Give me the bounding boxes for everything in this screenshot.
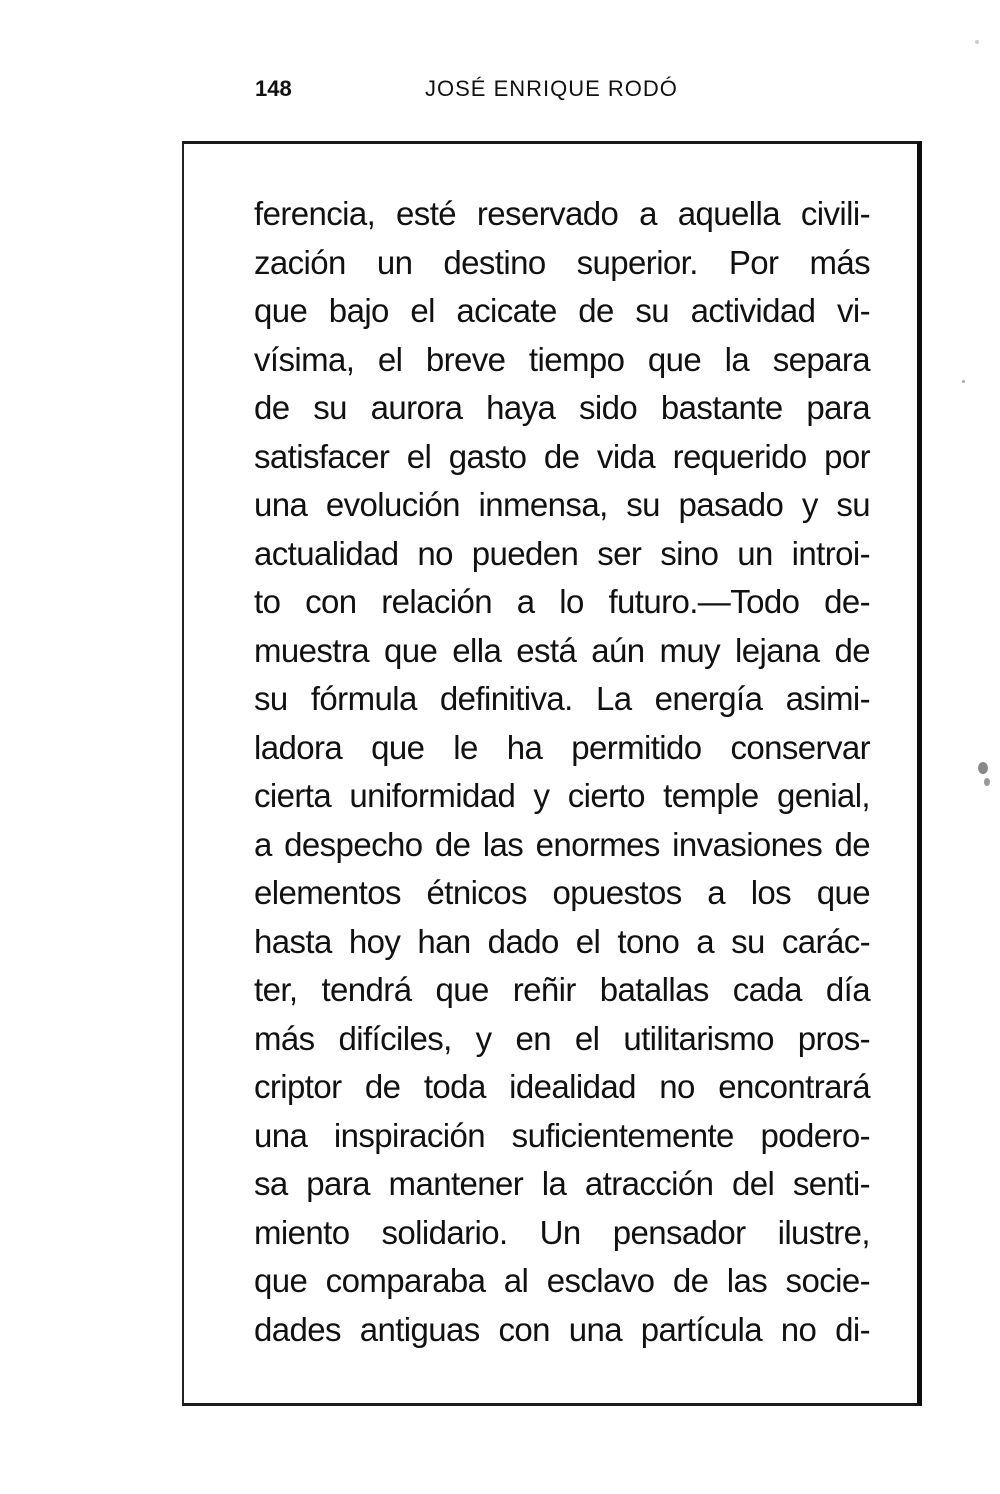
text-line: a despecho de las enormes invasiones de bbox=[254, 825, 870, 863]
text-line: ladora que le ha permitido conservar bbox=[254, 728, 870, 766]
text-line: ferencia, esté reservado a aquella civili- bbox=[254, 195, 870, 232]
text-line: vísima, el breve tiempo que la separa bbox=[254, 340, 870, 378]
scan-speck bbox=[984, 778, 990, 786]
scan-speck bbox=[975, 40, 979, 44]
text-line: actualidad no pueden ser sino un introi- bbox=[254, 534, 870, 572]
text-line: una evolución inmensa, su pasado y su bbox=[254, 486, 870, 523]
text-line: hasta hoy han dado el tono a su carác- bbox=[254, 922, 870, 960]
text-line: satisfacer el gasto de vida requerido por bbox=[254, 437, 870, 475]
text-line: que bajo el acicate de su actividad vi- bbox=[254, 292, 870, 329]
text-line: que comparaba al esclavo de las socie- bbox=[254, 1262, 870, 1299]
text-line: miento solidario. Un pensador ilustre, bbox=[254, 1213, 870, 1251]
text-line: cierta uniformidad y cierto temple genial, bbox=[254, 777, 870, 814]
scan-speck bbox=[962, 380, 965, 383]
text-line: ter, tendrá que reñir batallas cada día bbox=[254, 971, 870, 1008]
text-line: zación un destino superior. Por más bbox=[254, 243, 870, 281]
text-line: muestra que ella está aún muy lejana de bbox=[254, 631, 870, 669]
body-text bbox=[254, 190, 870, 1354]
running-head: JOSÉ ENRIQUE RODÓ bbox=[425, 76, 678, 101]
text-line: to con relación a lo futuro.—Todo de- bbox=[254, 583, 870, 620]
scan-speck bbox=[978, 762, 988, 774]
text-line: elementos étnicos opuestos a los que bbox=[254, 874, 870, 911]
text-line: más difíciles, y en el utilitarismo pros- bbox=[254, 1019, 870, 1057]
text-line: su fórmula definitiva. La energía asimi- bbox=[254, 680, 870, 717]
text-line: una inspiración suficientemente podero- bbox=[254, 1116, 870, 1154]
text-line: dades antiguas con una partícula no di- bbox=[254, 1310, 870, 1348]
page-number: 148 bbox=[255, 76, 292, 101]
text-line: sa para mantener la atracción del senti- bbox=[254, 1165, 870, 1202]
text-line: de su aurora haya sido bastante para bbox=[254, 389, 870, 426]
page-header bbox=[255, 72, 715, 106]
text-line: criptor de toda idealidad no encontrará bbox=[254, 1068, 870, 1105]
